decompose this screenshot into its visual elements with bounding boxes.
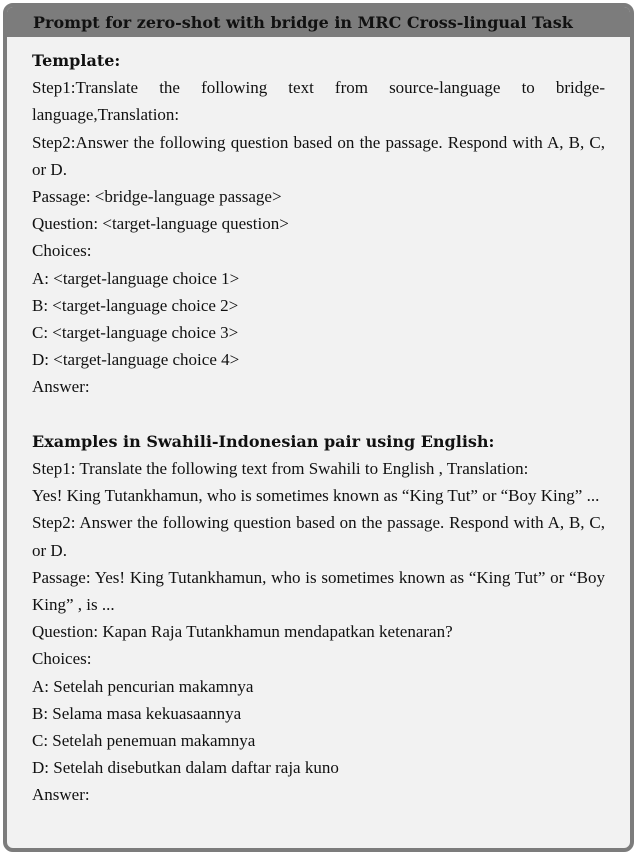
template-answer: Answer: — [32, 377, 90, 397]
template-choice-a: A: <target-language choice 1> — [32, 268, 240, 288]
template-passage: Passage: <bridge-language passage> — [32, 187, 282, 207]
example-choice-b: B: Selama masa kekuasaannya — [32, 703, 242, 723]
example-step1: Step1: Translate the following text from Swahili to English , Translation: — [32, 459, 529, 479]
template-choice-d: D: <target-language choice 4> — [32, 350, 240, 370]
template-question: Question: <target-language question> — [32, 214, 289, 234]
prompt-box — [3, 3, 634, 852]
example-passage: Passage: Yes! King Tutankhamun, who is sometimes known as “King Tut” or “Boy King” , is ... — [32, 567, 605, 615]
example-translation: Yes! King Tutankhamun, who is sometimes known as “King Tut” or “Boy King” ... — [32, 486, 600, 506]
template-choice-b: B: <target-language choice 2> — [32, 295, 239, 315]
section-spacer — [32, 401, 605, 428]
example-choices-label: Choices: — [32, 649, 92, 669]
example-question: Question: Kapan Raja Tutankhamun mendapatkan ketenaran? — [32, 622, 453, 642]
example-step2: Step2: Answer the following question based on the passage. Respond with A, B, C, or D. — [32, 513, 605, 560]
example-choice-a: A: Setelah pencurian makamnya — [32, 676, 254, 696]
template-choice-c: C: <target-language choice 3> — [32, 323, 239, 343]
example-heading: Examples in Swahili-Indonesian pair using English: — [32, 431, 495, 451]
prompt-box-title: Prompt for zero-shot with bridge in MRC Cross-lingual Task — [7, 7, 630, 37]
template-step2: Step2:Answer the following question based on the passage. Respond with A, B, C, or D. — [32, 132, 605, 179]
template-heading: Template: — [32, 51, 121, 70]
prompt-box-body — [7, 37, 630, 809]
example-answer: Answer: — [32, 785, 90, 805]
example-choice-d: D: Setelah disebutkan dalam daftar raja kuno — [32, 758, 339, 778]
template-choices-label: Choices: — [32, 241, 92, 261]
example-choice-c: C: Setelah penemuan makamnya — [32, 731, 256, 751]
template-step1: Step1:Translate the following text from source-language to bridge-language,Translation: — [32, 78, 605, 125]
